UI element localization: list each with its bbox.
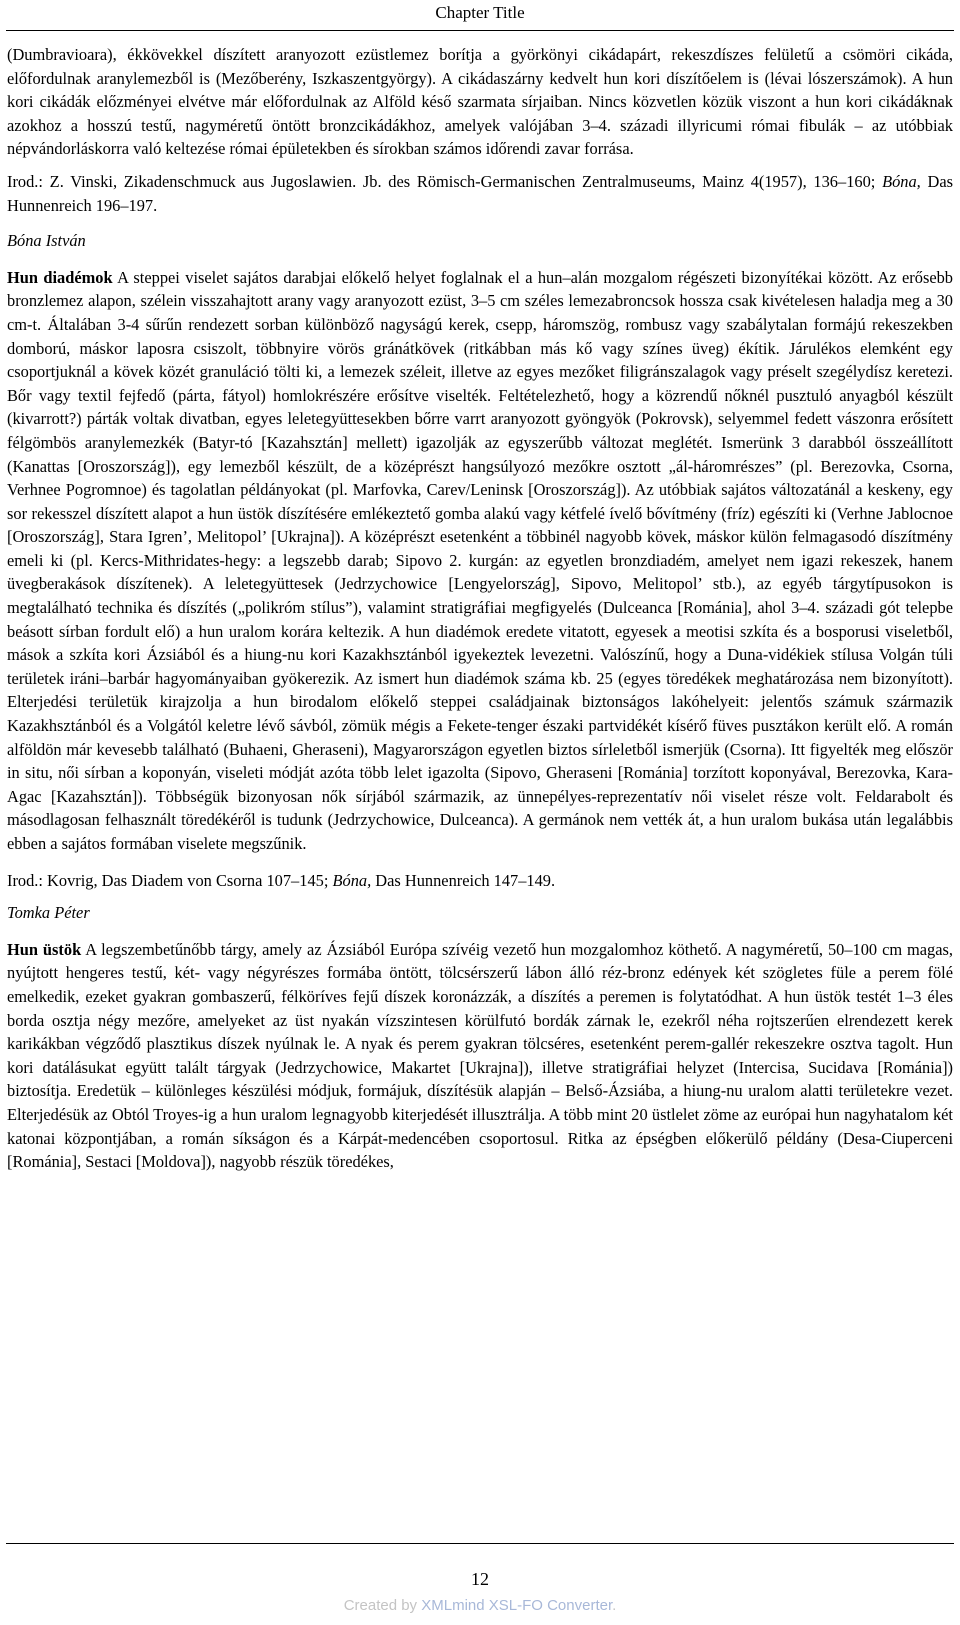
- literature-text: Das Hunnenreich 196–197.: [7, 171, 953, 215]
- literature-text: Irod.: Kovrig, Das Diadem von Csorna 107–145;: [7, 870, 333, 890]
- entry-hun-diademok: [7, 266, 953, 856]
- entry-hun-ustok: [7, 938, 953, 1174]
- entry-term: Hun üstök: [7, 939, 82, 959]
- converter-credit: [0, 1596, 960, 1616]
- page-number: 12: [471, 1569, 489, 1589]
- literature-author: Bóna,: [882, 171, 921, 191]
- chapter-title: Chapter Title: [435, 3, 525, 22]
- paragraph-cicada-continuation: (Dumbravioara), ékkövekkel díszített aranyozott ezüstlemez borítja a györkönyi cikádapárt, rekeszdíszes felületű a csömöri cikáda, előfordulnak aranylemezből is (Mezőberény, Iszkaszentgyörgy). A cikádaszárny kedvelt hun kori díszítőelem is (lévai lószerszámok). A hun kori cikádák előzményei elvétve már előfordulnak az Alföld késő szarmata sírjaiban. Nincs közvetlen közük viszont a hun kori cikádáknak azokhoz a hosszú testű, nagyméretű öntött bronzcikádákhoz, amelyek valójában 3–4. századi illyricumi római fibulák – az utóbbiak népvándorláskorra való keltezése római épületekben és sírokban számos időrendi zavar forrása.: [7, 45, 953, 159]
- running-header: [0, 0, 960, 29]
- literature-text: Das Hunnenreich 147–149.: [371, 870, 556, 890]
- literature-text: Irod.: Z. Vinski, Zikadenschmuck aus Jugoslawien. Jb. des Römisch-Germanischen Zentralmuseums, Mainz 4(1957), 136–160;: [7, 171, 883, 191]
- literature-reference-1: [7, 170, 953, 217]
- page-body: [7, 43, 953, 1174]
- entry-text: A steppei viselet sajátos darabjai előkelő helyet foglalnak el a hun–alán mozgalom régészeti bizonyítékai között. Az erősebb bronzlemez alapon, szélein visszahajtott arany vagy aranyozott ezüst, 3–5 cm széles lemezabroncsok hossza csak kivételesen haladja meg a 30 cm-t. Általában 3-4 sűrűn rendezett sorban különböző nagyságú kerek, csepp, háromszög, rombusz vagy szabálytalan formájú rekeszekben domború, máskor laposra csiszolt, többnyire vörös gránátkövek (ritkábban más kő vagy színes üveg) ékítik. Járulékos elemként egy csoportjuknál a kövek közét granuláció tölti ki, a lemezek széleit, illetve az egyes mezőket filigránszalagok vagy préselt szegélydísz keretezi. Bőr vagy textil fejfedő (párta, fátyol) homlokrészére erősítve viselték. Feltételezhető, hogy a közrendű nőknél pusztuló anyagból készült (kivarrott?) párták voltak divatban, egyes leletegyüttesekben bőrre varrt aranyozott gyöngyök (Pokrovsk), selyemmel fedett vászonra erősített félgömbös aranylemezkék (Batyr-tó [Kazahsztán] mellett) igazolják az egyszerűbb változat meglétét. Ismerünk 3 darabból összeállított (Kanattas [Oroszország]), egy lemezből készült, de a középrészt hangsúlyozó mezőkre osztott „ál-háromrészes” (pl. Berezovka, Csorna, Verhnee Pogromnoe) és tagolatlan példányokat (pl. Marfovka, Carev/Leninsk [Oroszország]). Az utóbbiak sajátos változatánál a keskeny, egy sor rekesszel díszített alapot a hun üstök díszítésére emlékeztető gomba alakú vagy kétfelé ívelő bővítmény (fríz) egészíti ki (Verhne Jablocnoe [Oroszország], Stara Igren’, Melitopol’ [Ukrajna]). A középrészt esetenként a többinél nagyobb kövek, máskor külön felmagasodó díszítmény emeli ki (pl. Kercs-Mithridates-hegy: a legszebb darab; Sipovo 2. kurgán: az egyetlen bronzdiadém, amelyet nem igazi rekeszek, hanem üvegberakások díszítenek). A leletegyüttesek (Jedrzychowice [Lengyelország], Sipovo, Melitopol’ stb.), az egyéb tárgytípusokon is megtalálható technika és díszítés („polikróm stílus”), valamint stratigráfiai megfigyelés (Dulceanca [Románia], ahol 3–4. századi gót telepbe beásott sírban fordult elő) a hun uralom korára keltezik. A hun diadémok eredete vitatott, egyesek a meotisi szkíta és a bosporusi viseletből, mások a szkíta kori Ázsiából és a hiung-nu kori Kazakhsztánból igyekeztek levezetni. Valószínű, hogy a Duna-vidékiek stílusa Volgán túli területek iráni–barbár hagyományaiban gyökerezik. Az ismert hun diadémok száma kb. 25 (egyes töredékek meghatározása nem bizonyított). Elterjedési területük kirajzolja a hun birodalom előkelő steppei családjainak biztonságos lakóhelyeit: jelentős számuk származik Kazakhsztánból és a Volgától keletre lévő sávból, zömük mégis a Fekete-tenger északi partvidékét kísérő füves pusztákon került elő. A román alföldön már kevesebb található (Buhaeni, Gheraseni), Magyarországon egyetlen biztos sírleletből ismerjük (Csorna). Itt figyelték meg először in situ, női sírban a koponyán, viseleti módját azóta több lelet igazolta (Sipovo, Gheraseni [Románia] torzított koponyával, Berezovka, Kara-Agac [Kazahsztán]). Többségük bizonyosan nők sírjából származik, az ünnepélyes-reprezentatív női viselet része volt. Feldarabolt és másodlagosan felhasznált töredékéről is tudunk (Jedrzychowice, Dulceanca). A germánok nem vették át, a hun uralom bukása után legalábbis ebben a sajátos formában viselete megszűnik.: [7, 267, 953, 853]
- entry-term: Hun diadémok: [7, 267, 113, 287]
- entry-author-2: Tomka Péter: [7, 903, 90, 923]
- entry-text: A legszembetűnőbb tárgy, amely az Ázsiából Európa szívéig vezető hun mozgalomhoz köthető. A nagyméretű, 50–100 cm magas, nyújtott hengeres testű, két- vagy négyrészes formába öntött, tölcsérszerű lábon álló réz-bronz edények két szögletes füle a perem fölé emelkedik, ezeket gyakran gombaszerű, félköríves fejű díszek koronázzák, a díszítés a peremen is folytatódhat. A hun üstök testét 1–3 éles borda osztja négy mezőre, amelyeket az üst nyakán vízszintesen körülfutó bordák zárnak le, ezekről néha rojtszerűen elrendezett kerek karikákban végződő plasztikus díszek nyúlnak le. A nyak és perem gyakran tölcséres, esetenként perem-gallér rekeszekre osztva tagolt. Hun kori datálásukat együtt talált tárgyak (Jedrzychowice, Makartet [Ukrajna]), illetve stratigráfiai helyzet (Intercisa, Sucidava [Románia]) biztosítja. Eredetük – különleges készülési módjuk, formájuk, díszítésük alapján – Belső-Ázsiába, a hiung-nu uralom alatti területekre vezet. Elterjedésük az Obtól Troyes-ig a hun uralom legnagyobb kiterjedését illusztrálja. A több mint 20 üstlelet zöme az európai hun nagyhatalom két katonai központjában, a román síkságon és a Kárpát-medencében csoportosul. Ritka az épségben előkerülő példány (Desa-Ciuperceni [Románia], Sestaci [Moldova]), nagyobb részük töredékes,: [7, 939, 953, 1172]
- footer-divider: [6, 1543, 954, 1544]
- credit-prefix: Created by: [343, 1597, 422, 1614]
- header-divider: [6, 30, 954, 31]
- literature-author: Bóna,: [332, 870, 372, 890]
- entry-author-1: Bóna István: [7, 231, 86, 251]
- literature-reference-2: [7, 869, 953, 893]
- credit-brand-link[interactable]: XMLmind XSL-FO Converter: [421, 1597, 613, 1614]
- credit-suffix: .: [612, 1597, 617, 1614]
